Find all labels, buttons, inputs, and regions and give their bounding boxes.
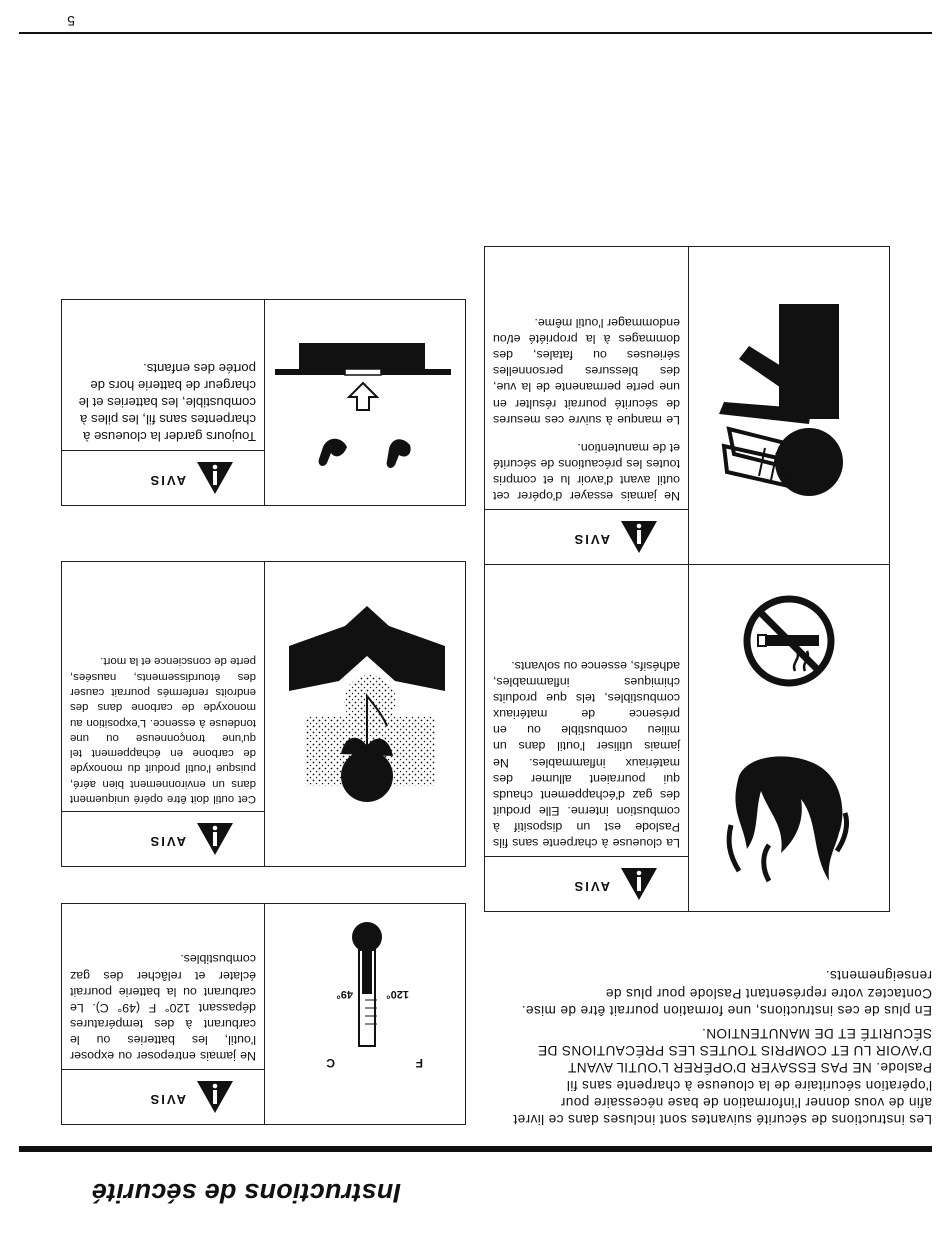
avis-label: AVIS <box>148 1092 186 1107</box>
flammable-warning-box <box>484 563 890 912</box>
celsius-mark: 49° <box>336 988 353 1000</box>
read-manual-text-col <box>485 247 688 564</box>
ventilation-image <box>264 562 465 866</box>
read-manual-image <box>688 247 889 564</box>
avis-label: AVIS <box>148 834 186 849</box>
exhaust-fumes-icon <box>265 562 465 866</box>
flammable-text-col <box>485 564 688 911</box>
warning-triangle-icon <box>196 1080 234 1114</box>
ventilation-text-col <box>62 562 264 866</box>
person-reading-manual-icon <box>689 247 889 564</box>
children-image <box>264 300 465 505</box>
page-number: 5 <box>67 13 75 29</box>
warning-triangle-icon <box>196 822 234 856</box>
flammable-text: La cloueuse à charpente sans fils Paslode est un dispositif à combustion interne. Elle produit des gaz d'échappement chauds qui pourraient allumer des matériaux inflammables. Ne jamais utiliser l'outil dans un milieu combustible ou en présence de matériaux combustibles, tels que produits chimiques inflammables, adhésifs, essence ou solvants. <box>493 658 680 850</box>
warning-triangle-icon <box>620 867 658 901</box>
page-title: Instructions de sécurité <box>91 1178 401 1208</box>
children-text-col <box>62 300 264 505</box>
avis-header <box>62 450 264 505</box>
footer-rule <box>19 32 932 34</box>
no-smoking-icon <box>689 591 889 711</box>
celsius-label: C <box>326 1056 335 1070</box>
fahrenheit-label: F <box>415 1056 423 1070</box>
temperature-text: Ne jamais entreposer ou exposer l'outil, les batteries ou le carburant à des températures dépassant 120° F (49° C). Le carburant ou la batterie pourrait éclater et relâcher des gaz combustibles. <box>70 952 256 1063</box>
read-manual-paragraph-1: Ne jamais essayer d'opérer cet outil avant d'avoir lu et compris toutes les précautions de sécurité et de manutention. <box>493 440 680 503</box>
temperature-text-col <box>62 904 264 1124</box>
avis-label: AVIS <box>148 473 186 488</box>
avis-header <box>485 509 688 564</box>
thermometer-icon <box>265 904 465 1124</box>
read-manual-text <box>493 315 680 504</box>
warning-triangle-icon <box>196 461 234 495</box>
fahrenheit-mark: 120° <box>386 988 409 1000</box>
avis-label: AVIS <box>572 879 610 894</box>
children-text: Toujours garder la cloueuse à charpentes sans fil, les piles à combustible, les batteries et le chargeur de batterie hors de portée des enfants. <box>78 361 256 444</box>
intro-paragraph-2: En plus de ces instructions, une formation pourrait être de mise. Contactez votre représentant Paslode pour plus de renseignements. <box>521 968 932 1018</box>
title-rule <box>19 1146 932 1152</box>
read-manual-warning-box <box>484 246 890 565</box>
avis-header <box>485 856 688 911</box>
children-warning-box <box>61 299 466 506</box>
intro-text <box>512 961 932 1128</box>
intro-paragraph-1: Les instructions de sécurité suivantes sont incluses dans ce livret afin de vous donner l'information de base nécessaire pour l'opération sécuritaire de la cloueuse à charpente sans fil Paslode. NE PAS ESSAYER D'OPÉRER L'OUTIL AVANT D'AVOIR LU ET COMPRIS TOUTES LES PRÉCAUTIONS DE SÉCURITÉ ET DE MANUTENTION. <box>513 1025 932 1127</box>
ventilation-text: Cet outil doit être opéré uniquement dans un environnement bien aéré, puisque l'outil produit du monoxyde de carbone en échappement tel qu'une tronçonneuse ou une tondeuse à essence. L'exposition au monoxyde de carbone dans des endroits renfermés pourrait causer des étourdissements, nausées, perte de conscience et la mort. <box>70 655 256 805</box>
read-manual-paragraph-2: Le manque à suivre ces mesures de sécurité pourrait résulter en une perte permanente de la vue, des blessures personnelles sérieuses ou fatales, des dommages à la propriété et/ou endommager l'outil même. <box>493 316 680 427</box>
ventilation-warning-box <box>61 561 466 867</box>
keep-away-from-children-icon <box>265 300 465 505</box>
avis-header <box>62 811 264 866</box>
temperature-image <box>264 904 465 1124</box>
avis-label: AVIS <box>572 532 610 547</box>
temperature-warning-box <box>61 903 466 1125</box>
avis-header <box>62 1069 264 1124</box>
warning-triangle-icon <box>620 520 658 554</box>
flammable-image <box>688 564 889 911</box>
